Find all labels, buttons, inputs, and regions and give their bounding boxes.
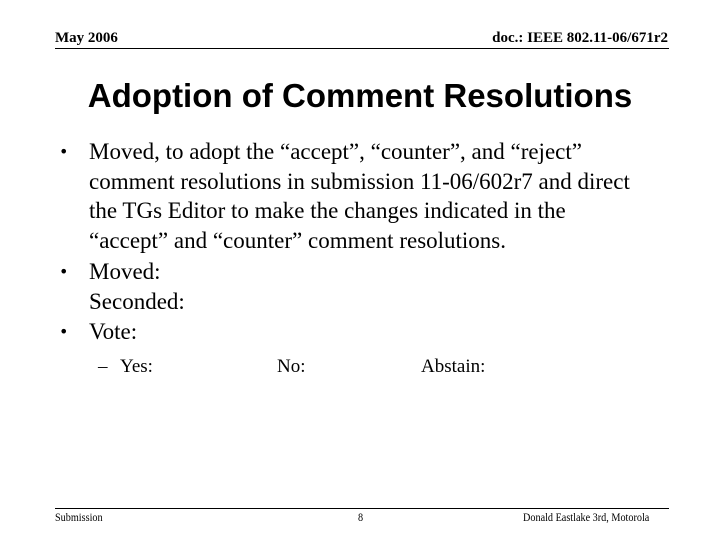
slide-title: Adoption of Comment Resolutions (87, 77, 633, 114)
bullet-line: Vote: (89, 319, 138, 344)
vote-abstain-label: Abstain: (421, 356, 486, 377)
bullet-line: comment resolutions in submission 11-06/602r7 and direct (89, 168, 630, 194)
bullet-line: Moved, to adopt the “accept”, “counter”, and “reject” (89, 139, 582, 164)
footer-divider (55, 508, 669, 509)
header-divider (55, 48, 669, 49)
vote-no-label: No: (277, 356, 306, 377)
bullet-dot-icon: • (59, 262, 69, 281)
bullet-line: Seconded: (89, 288, 185, 314)
bullet-line: the TGs Editor to make the changes indicated in the (89, 198, 566, 223)
header-doc-id: doc.: IEEE 802.11-06/671r2 (492, 30, 668, 46)
bullet-vote-text (89, 317, 137, 347)
bullet-line: “accept” and “counter” comment resolutions. (89, 227, 507, 253)
bullet-motion-text (89, 137, 630, 255)
bullet-dot-icon: • (59, 322, 69, 341)
bullet-moved-seconded-text (89, 257, 185, 316)
vote-yes-label: Yes: (120, 356, 153, 377)
bullet-line: Moved: (89, 259, 161, 284)
header-date: May 2006 (55, 30, 118, 46)
bullet-dot-icon: • (59, 142, 69, 161)
footer-page-number: 8 (358, 510, 364, 524)
sub-bullet-dash-icon: – (98, 356, 108, 377)
footer-author: Donald Eastlake 3rd, Motorola (523, 510, 650, 524)
footer-submission: Submission (55, 510, 103, 524)
